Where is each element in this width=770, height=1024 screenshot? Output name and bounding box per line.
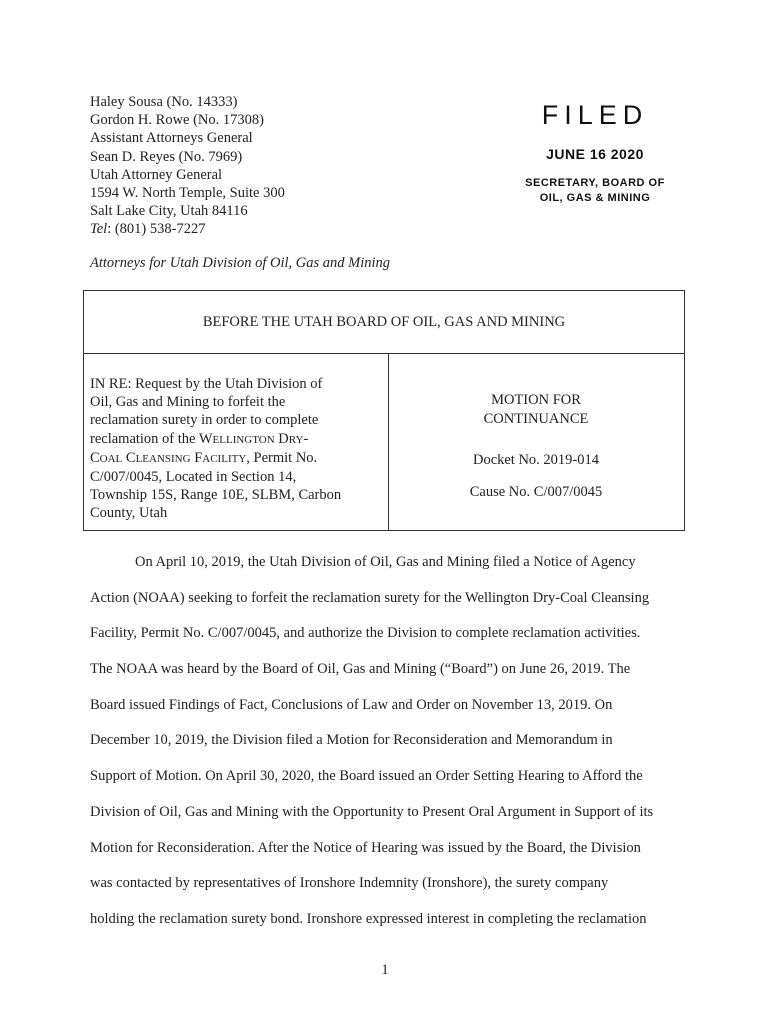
in-re-line: IN RE: Request by the Utah Division of xyxy=(90,376,323,392)
filed-secretary xyxy=(505,176,685,206)
attorney-line: Salt Lake City, Utah 84116 xyxy=(90,203,248,220)
attorneys-for-line: Attorneys for Utah Division of Oil, Gas and Mining xyxy=(90,255,391,271)
body-line: Facility, Permit No. C/007/0045, and authorize the Division to complete reclamation activities. xyxy=(90,625,641,642)
body-paragraph xyxy=(90,551,680,944)
body-line: was contacted by representatives of Ironshore Indemnity (Ironshore), the surety company xyxy=(90,875,609,892)
facility-name-part: LEANSING xyxy=(135,452,191,465)
body-line: Division of Oil, Gas and Mining with the Opportunity to Present Oral Argument in Support of its xyxy=(90,803,654,820)
board-title: BEFORE THE UTAH BOARD OF OIL, GAS AND MINING xyxy=(202,313,566,330)
in-re-text: reclamation of the xyxy=(90,430,199,447)
in-re-cell xyxy=(90,375,380,523)
secretary-line: OIL, GAS & MINING xyxy=(539,192,651,204)
docket-number: Docket No. 2019-014 xyxy=(472,452,600,468)
tel-value: : (801) 538-7227 xyxy=(107,221,206,238)
body-line: Board issued Findings of Fact, Conclusions of Law and Order on November 13, 2019. On xyxy=(90,696,613,713)
body-line: Support of Motion. On April 30, 2020, the Board issued an Order Setting Hearing to Afford the xyxy=(90,768,643,785)
case-caption-table xyxy=(83,290,685,531)
body-line: December 10, 2019, the Division filed a Motion for Reconsideration and Memorandum in xyxy=(90,732,613,749)
body-line: Action (NOAA) seeking to forfeit the reclamation surety for the Wellington Dry-Coal Cleansing xyxy=(90,589,650,606)
in-re-line: Township 15S, Range 10E, SLBM, Carbon xyxy=(90,487,342,504)
body-line: The NOAA was heard by the Board of Oil, Gas and Mining (“Board”) on June 26, 2019. The xyxy=(90,661,631,678)
attorney-line: Haley Sousa (No. 14333) xyxy=(90,94,238,110)
in-re-line: reclamation surety in order to complete xyxy=(90,412,319,429)
facility-name-part: ELLINGTON xyxy=(212,433,275,446)
facility-name-part: ACILITY xyxy=(202,452,247,465)
body-line: On April 10, 2019, the Utah Division of Oil, Gas and Mining filed a Notice of Agency xyxy=(135,554,636,570)
facility-name-part: C xyxy=(122,449,136,466)
attorney-line: Sean D. Reyes (No. 7969) xyxy=(90,148,243,165)
facility-name-part: C xyxy=(90,449,100,466)
facility-name-part: F xyxy=(190,449,203,466)
facility-name-part: W xyxy=(198,430,213,447)
telephone-line xyxy=(90,220,285,238)
in-re-line xyxy=(90,449,380,468)
filed-date: JUNE 16 2020 xyxy=(546,146,644,162)
body-line: holding the reclamation surety bond. Ironshore expressed interest in completing the reclamation xyxy=(90,910,647,927)
in-re-line: County, Utah xyxy=(90,505,168,522)
filed-title: FILED xyxy=(541,100,649,130)
motion-cell xyxy=(388,391,684,502)
facility-name-part: RY xyxy=(288,433,304,446)
attorney-line: Assistant Attorneys General xyxy=(90,130,253,147)
in-re-line: Oil, Gas and Mining to forfeit the xyxy=(90,394,286,411)
secretary-line: SECRETARY, BOARD OF xyxy=(525,177,665,189)
cause-number: Cause No. C/007/0045 xyxy=(469,484,603,500)
in-re-line: C/007/0045, Located in Section 14, xyxy=(90,469,297,486)
motion-title: CONTINUANCE xyxy=(483,411,589,427)
filed-stamp xyxy=(505,100,685,206)
body-line: Motion for Reconsideration. After the Notice of Hearing was issued by the Board, the Division xyxy=(90,839,641,856)
in-re-line: reclamation of the WELLINGTON DRY- xyxy=(90,430,309,447)
attorney-line: Gordon H. Rowe (No. 17308) xyxy=(90,112,264,129)
attorney-line: Utah Attorney General xyxy=(90,166,223,183)
attorney-block xyxy=(90,93,285,239)
facility-name-part: D xyxy=(274,430,289,447)
page-number: 1 xyxy=(381,962,389,978)
caption-header xyxy=(84,291,684,354)
attorney-line: 1594 W. North Temple, Suite 300 xyxy=(90,185,285,202)
tel-label: Tel xyxy=(90,221,108,238)
motion-title: MOTION FOR xyxy=(491,392,581,408)
facility-name-part: OAL xyxy=(99,452,123,465)
in-re-text: , Permit No. xyxy=(246,449,318,466)
